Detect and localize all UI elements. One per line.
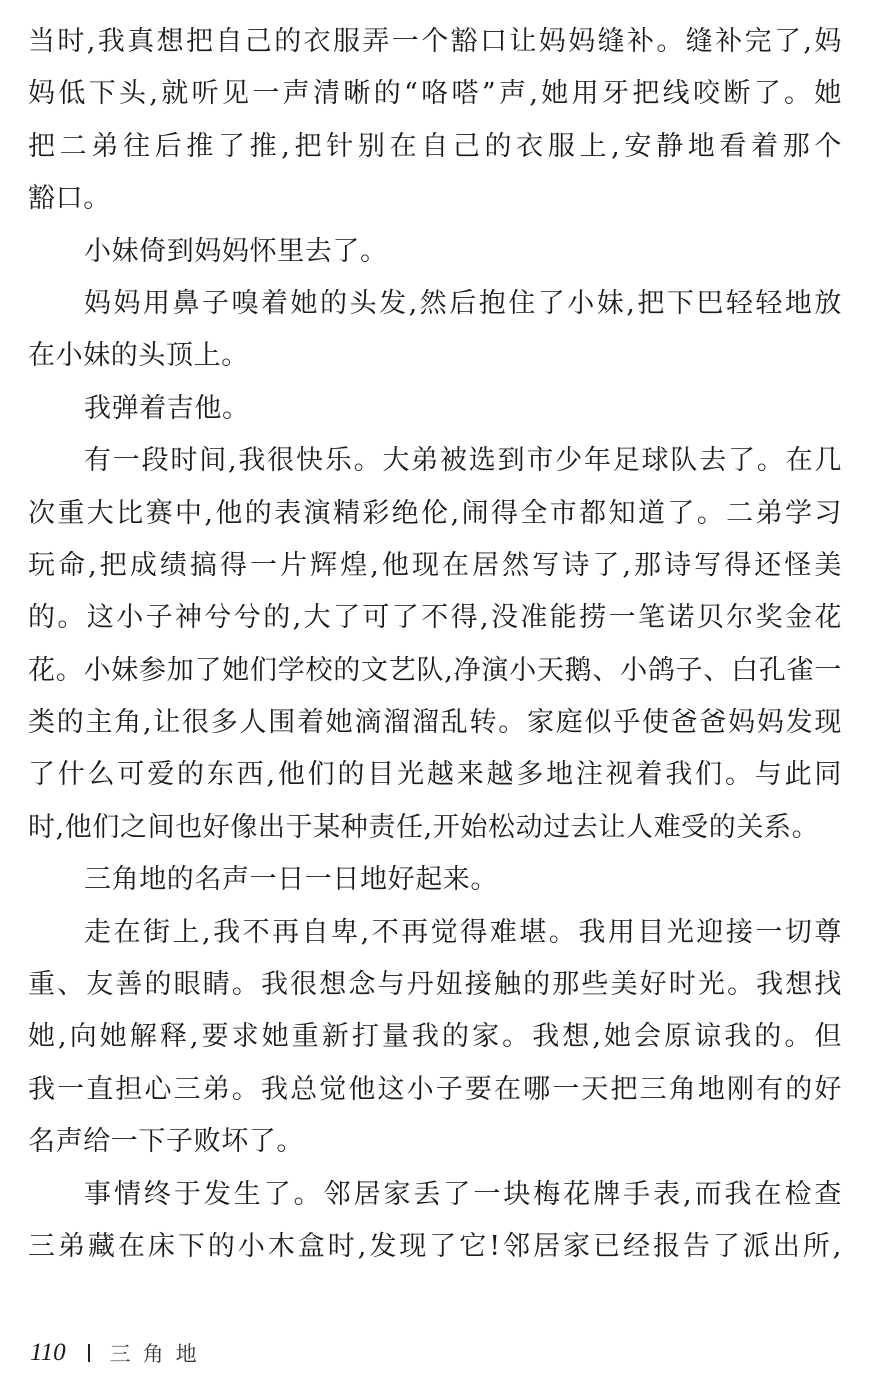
text-line: 当时,我真想把自己的衣服弄一个豁口让妈妈缝补。缝补完了,妈: [28, 26, 842, 57]
text-line: 在小妹的头顶上。: [28, 340, 249, 372]
text-line: 有一段时间,我很快乐。大弟被选到市少年足球队去了。在几: [84, 445, 842, 477]
running-title: 三角地: [109, 1342, 209, 1366]
text-line: 把二弟往后推了推,把针别在自己的衣服上,安静地看着那个: [28, 130, 842, 162]
text-line: 事情终于发生了。邻居家丢了一块梅花牌手表,而我在检查: [84, 1178, 842, 1210]
text-line: 时,他们之间也好像出于某种责任,开始松动过去让人难受的关系。: [28, 811, 820, 843]
text-line: 次重大比赛中,他的表演精彩绝伦,闹得全市都知道了。二弟学习: [28, 497, 842, 529]
text-line: 名声给一下子败坏了。: [28, 1126, 304, 1158]
text-line: 小妹倚到妈妈怀里去了。: [84, 235, 388, 267]
text-line: 的。这小子神兮兮的,大了可了不得,没准能捞一笔诺贝尔奖金花: [28, 602, 842, 634]
text-line: 花。小妹参加了她们学校的文艺队,净演小天鹅、小鸽子、白孔雀一: [28, 654, 842, 686]
text-line: 三弟藏在床下的小木盒时,发现了它!邻居家已经报告了派出所,: [28, 1230, 842, 1262]
text-line: 我一直担心三弟。我总觉他这小子要在哪一天把三角地刚有的好: [28, 1073, 842, 1105]
text-line: 她,向她解释,要求她重新打量我的家。我想,她会原谅我的。但: [28, 1021, 842, 1053]
text-line: 三角地的名声一日一日地好起来。: [84, 864, 498, 896]
text-line: 走在街上,我不再自卑,不再觉得难堪。我用目光迎接一切尊: [84, 916, 842, 948]
footer-separator: [88, 1344, 90, 1362]
text-line: 玩命,把成绩搞得一片辉煌,他现在居然写诗了,那诗写得还怪美: [28, 549, 842, 581]
text-line: 妈低下头,就听见一声清晰的“咯嗒”声,她用牙把线咬断了。她: [28, 78, 842, 110]
page-body-text: [28, 16, 842, 1273]
text-line: 重、友善的眼睛。我很想念与丹妞接触的那些美好时光。我想找: [28, 969, 842, 1001]
text-line: 妈妈用鼻子嗅着她的头发,然后抱住了小妹,把下巴轻轻地放: [84, 287, 842, 319]
page-number: 110: [30, 1339, 66, 1366]
text-line: 豁口。: [28, 183, 111, 215]
text-line: 类的主角,让很多人围着她滴溜溜乱转。家庭似乎使爸爸妈妈发现: [28, 707, 842, 739]
text-line: 我弹着吉他。: [84, 392, 250, 424]
page-footer: [30, 1333, 209, 1373]
text-line: 了什么可爱的东西,他们的目光越来越多地注视着我们。与此同: [28, 759, 842, 791]
